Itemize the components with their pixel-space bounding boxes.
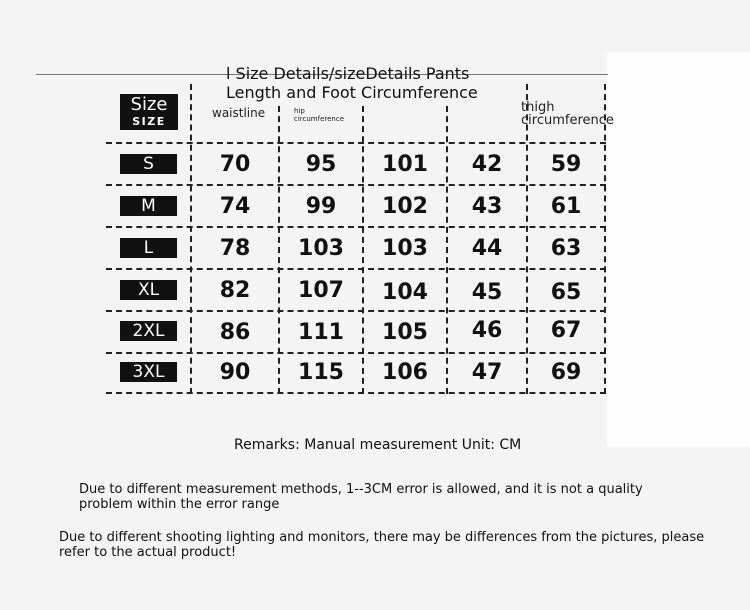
row-divider	[106, 142, 606, 144]
header-waistline: waistline	[212, 106, 266, 120]
remarks-text: Remarks: Manual measurement Unit: CM	[234, 437, 522, 453]
column-divider	[604, 84, 606, 394]
cell-thigh: 61	[550, 194, 582, 219]
size-header-sub: SIZE	[132, 115, 166, 128]
cell-col4: 44	[471, 236, 503, 261]
cell-col3: 104	[382, 280, 428, 305]
cell-hip: 103	[298, 236, 344, 261]
row-divider	[106, 310, 606, 312]
cell-thigh: 63	[550, 236, 582, 261]
cell-waistline: 70	[219, 152, 251, 177]
size-label-l: L	[120, 238, 177, 258]
size-label-m: M	[120, 196, 177, 216]
cell-hip: 115	[298, 360, 344, 385]
size-label-s: S	[120, 154, 177, 174]
row-divider	[106, 352, 606, 354]
cell-col4: 43	[471, 194, 503, 219]
cell-col4: 45	[471, 280, 503, 305]
size-header-badge	[120, 94, 178, 130]
cell-col4: 46	[471, 318, 503, 343]
row-divider	[106, 226, 606, 228]
row-divider	[106, 392, 606, 394]
cell-thigh: 65	[550, 280, 582, 305]
cell-hip: 95	[305, 152, 337, 177]
header-thigh-line1: thigh	[521, 100, 555, 115]
cell-col3: 103	[382, 236, 428, 261]
row-divider	[106, 184, 606, 186]
header-hip	[294, 107, 344, 123]
header-hip-line1: hip	[294, 107, 305, 115]
cell-hip: 111	[298, 320, 344, 345]
size-chart-table	[106, 84, 614, 394]
cell-waistline: 90	[219, 360, 251, 385]
header-thigh-line2: circumference	[521, 113, 614, 128]
cell-hip: 107	[298, 278, 344, 303]
cell-hip: 99	[305, 194, 337, 219]
background-panel	[607, 52, 750, 447]
cell-thigh: 59	[550, 152, 582, 177]
cell-thigh: 69	[550, 360, 582, 385]
row-divider	[106, 268, 606, 270]
cell-col3: 102	[382, 194, 428, 219]
size-label-3xl: 3XL	[120, 362, 177, 382]
header-thigh	[521, 101, 614, 127]
cell-waistline: 86	[219, 320, 251, 345]
cell-col3: 101	[382, 152, 428, 177]
cell-waistline: 78	[219, 236, 251, 261]
cell-waistline: 74	[219, 194, 251, 219]
size-header-main: Size	[130, 94, 168, 115]
title-line-2: Length and Foot Circumference	[226, 83, 478, 102]
size-label-2xl: 2XL	[120, 321, 177, 341]
note-measurement-error: Due to different measurement methods, 1--3CM error is allowed, and it is not a quality problem within the error range	[79, 482, 643, 512]
cell-col4: 47	[471, 360, 503, 385]
cell-col3: 105	[382, 320, 428, 345]
size-label-xl: XL	[120, 280, 177, 300]
note-color-difference: Due to different shooting lighting and monitors, there may be differences from the pictures, please refer to the actual product!	[59, 530, 705, 560]
cell-waistline: 82	[219, 278, 251, 303]
cell-col4: 42	[471, 152, 503, 177]
cell-thigh: 67	[550, 318, 582, 343]
cell-col3: 106	[382, 360, 428, 385]
title-line-1: l Size Details/sizeDetails Pants	[226, 64, 470, 83]
header-hip-line2: circumference	[294, 115, 345, 123]
